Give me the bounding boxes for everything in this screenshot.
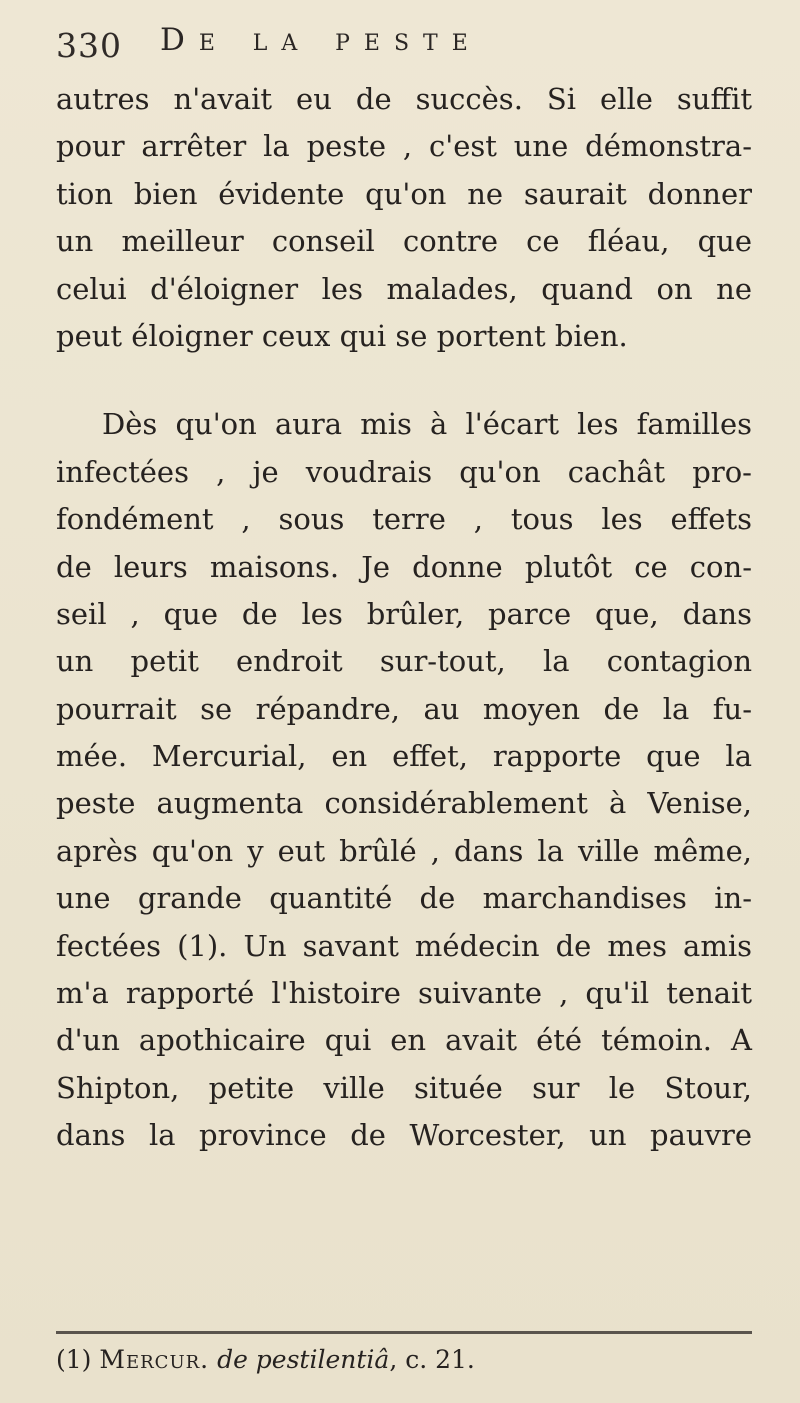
paragraph-1 <box>56 76 752 360</box>
text-line: pourrait se répandre, au moyen de la fu- <box>56 691 752 726</box>
paragraph-2 <box>56 401 752 1159</box>
text-line: fondément , sous terre , tous les effets <box>56 502 752 537</box>
footnote-marker: (1) <box>56 1345 92 1374</box>
page-number: 330 <box>56 26 122 65</box>
footnote <box>56 1342 752 1378</box>
text-line: un petit endroit sur-tout, la contagion <box>56 644 752 679</box>
text-line: seil , que de les brûler, parce que, dans <box>56 596 752 631</box>
text-line: pour arrêter la peste , c'est une démonstra- <box>56 129 752 164</box>
text-line: Dès qu'on aura mis à l'écart les familles <box>102 407 752 442</box>
text-line: m'a rapporté l'histoire suivante , qu'il tenait <box>56 976 752 1011</box>
text-line: dans la province de Worcester, un pauvre <box>56 1118 752 1153</box>
text-line: infectées , je voudrais qu'on cachât pro- <box>56 454 752 489</box>
text-line: de leurs maisons. Je donne plutôt ce con- <box>56 549 752 584</box>
footnote-author: Mercur. <box>99 1345 210 1374</box>
text-line: d'un apothicaire qui en avait été témoin. A <box>56 1023 752 1058</box>
footnote-reference: , c. 21. <box>389 1345 475 1374</box>
text-line: une grande quantité de marchandises in- <box>56 881 752 916</box>
page-header <box>56 18 756 68</box>
text-line: autres n'avait eu de succès. Si elle suffit <box>56 82 752 116</box>
text-line: mée. Mercurial, en effet, rapporte que la <box>56 739 752 774</box>
footnote-divider <box>56 1331 752 1334</box>
text-line: Shipton, petite ville située sur le Stour, <box>56 1070 752 1105</box>
text-line: peut éloigner ceux qui se portent bien. <box>56 318 628 353</box>
footnote-title: de pestilentiâ <box>217 1345 390 1374</box>
text-line: tion bien évidente qu'on ne saurait donner <box>56 176 752 211</box>
text-line: un meilleur conseil contre ce fléau, que <box>56 224 752 259</box>
text-line: peste augmenta considérablement à Venise, <box>56 786 752 821</box>
running-head: De la peste <box>160 22 482 58</box>
text-line: après qu'on y eut brûlé , dans la ville même, <box>56 833 752 868</box>
text-line: celui d'éloigner les malades, quand on ne <box>56 271 752 306</box>
text-line: fectées (1). Un savant médecin de mes amis <box>56 928 752 963</box>
main-text <box>56 76 752 1160</box>
paragraph-spacer <box>56 360 752 401</box>
